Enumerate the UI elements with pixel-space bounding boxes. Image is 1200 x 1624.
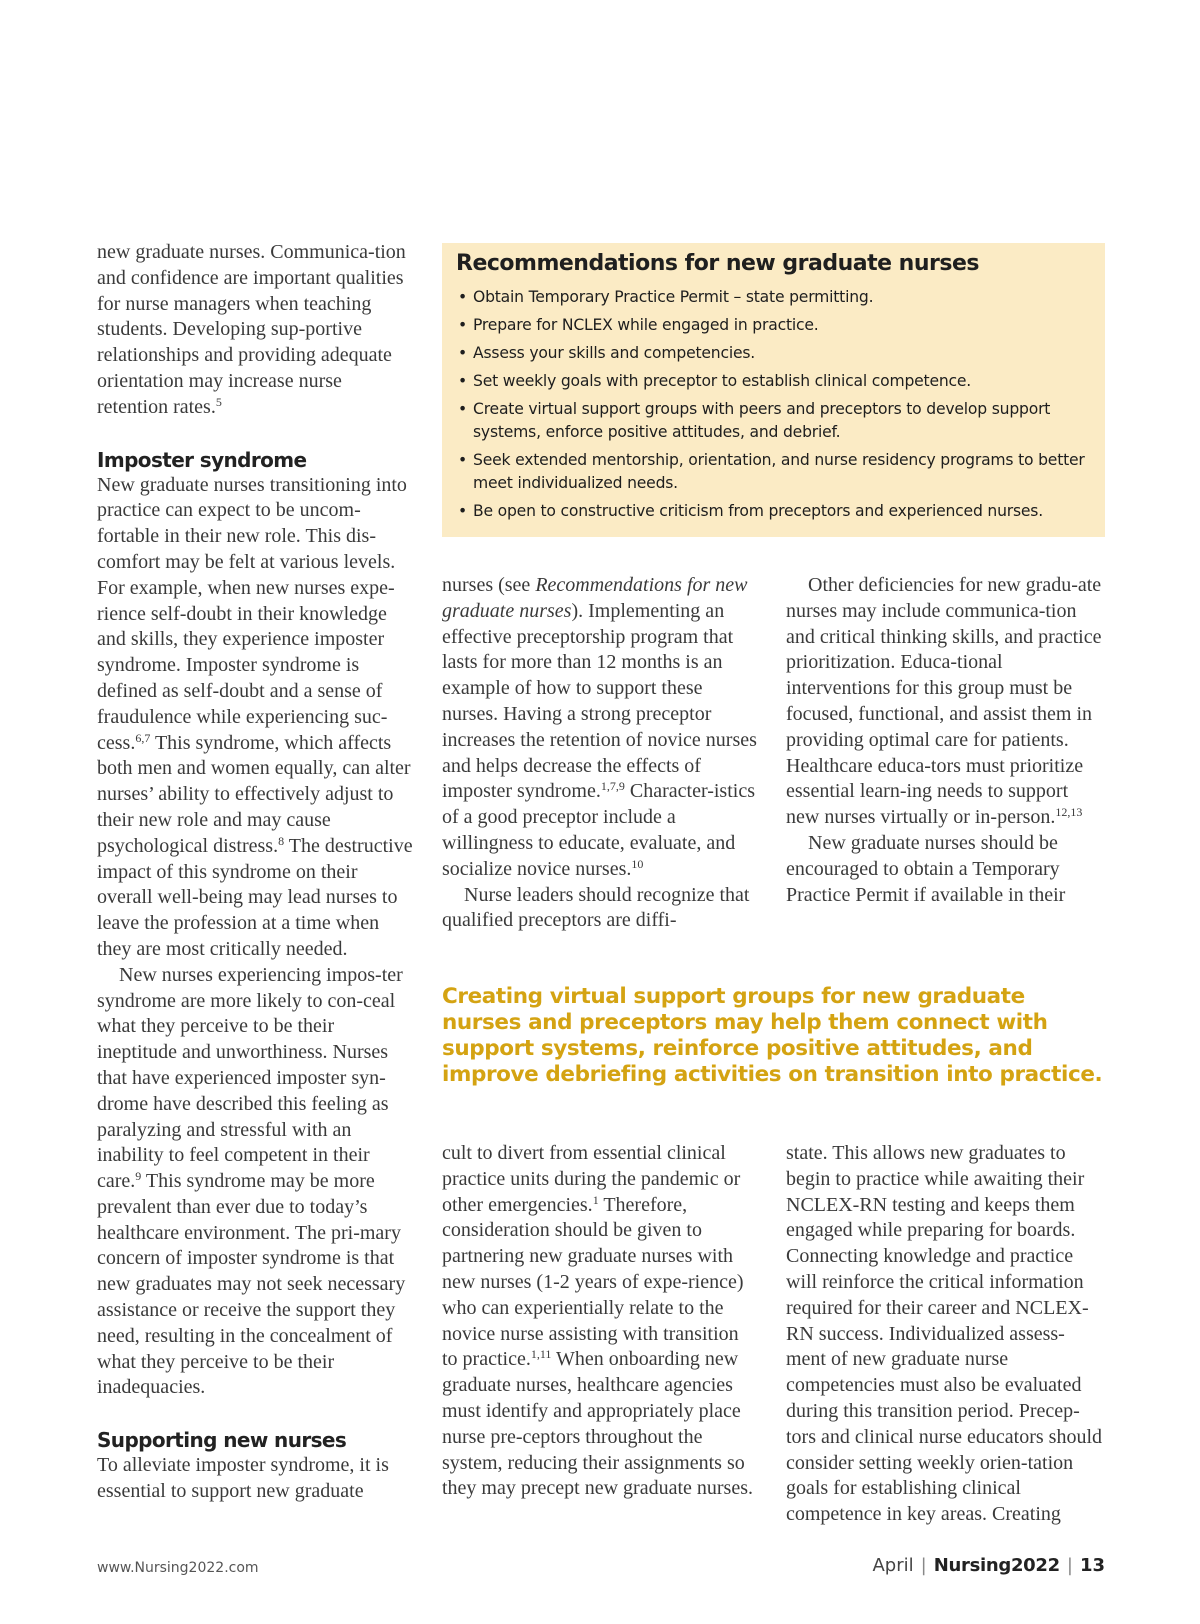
recommendation-item: • Obtain Temporary Practice Permit – state permitting. bbox=[456, 286, 1091, 309]
pull-quote: Creating virtual support groups for new graduate nurses and preceptors may help them connect with support systems, reinforce positive attitudes, and improve debriefing activities on transition into practice. bbox=[442, 984, 1103, 1087]
footer-website: www.Nursing2022.com bbox=[97, 1560, 259, 1576]
recommendation-item: • Assess your skills and competencies. bbox=[456, 342, 1091, 365]
reference-marker: 1,11 bbox=[530, 1347, 552, 1362]
left-paragraph-1: new graduate nurses. Communica-tion and confidence are important qualities for nurse managers when teaching students. Developing sup-portive relationships and providing adequate orientation may increase nurse retention rates.$^5$ bbox=[97, 241, 406, 418]
middle-top-paragraph-2: Nurse leaders should recognize that qualified preceptors are diffi- bbox=[442, 883, 750, 932]
middle-bottom-paragraph-1: cult to divert from essential clinical practice units during the pandemic or other emergencies.$^1$ Therefore, consideration should be given to partnering new graduate nurses with new nurses (1-2 years of expe-rience) who can experientially relate to the novice nurse assisting with transition to practice.$^{1,11}$ When onboarding new graduate nurses, healthcare agencies must identify and appropriately place nurse pre-ceptors throughout the system, reducing their assignments so they may precept new graduate nurses. bbox=[442, 1142, 753, 1500]
recommendations-list bbox=[456, 286, 1091, 523]
reference-marker: 1 bbox=[592, 1192, 599, 1207]
reference-marker: 12,13 bbox=[1055, 805, 1083, 820]
reference-marker: 9 bbox=[135, 1169, 142, 1184]
recommendation-item: • Create virtual support groups with peers and preceptors to develop support systems, enforce positive attitudes, and debrief. bbox=[456, 398, 1091, 444]
footer-month: April bbox=[872, 1555, 914, 1576]
box-reference-title: Recommendations for new graduate nurses bbox=[442, 574, 748, 622]
reference-marker: 1,7,9 bbox=[600, 779, 625, 794]
recommendation-item: • Prepare for NCLEX while engaged in practice. bbox=[456, 314, 1091, 337]
middle-top-paragraph-1: nurses (see Recommendations for new graduate nurses). Implementing an effective preceptorship program that lasts for more than 12 months is an example of how to support these nurses. Having a strong preceptor increases the retention of novice nurses and helps decrease the effects of imposter syndrome.$^{1,7,9}$ Character-istics of a good preceptor include a willingness to educate, evaluate, and socialize novice nurses.$^{10}$ bbox=[442, 574, 757, 880]
reference-marker: 6,7 bbox=[135, 730, 151, 745]
middle-column-top bbox=[442, 573, 758, 934]
footer-journal-name: Nursing2022 bbox=[933, 1555, 1060, 1576]
right-bottom-paragraph-1: state. This allows new graduates to begin to practice while awaiting their NCLEX-RN testing and keeps them engaged while preparing for boards. Connecting knowledge and practice will reinforce the critical information required for their career and NCLEX-RN success. Individualized assess-ment of new graduate nurse competencies must also be evaluated during this transition period. Precep-tors and clinical nurse educators should consider setting weekly orien-tation goals for establishing clinical competence in key areas. Creating bbox=[786, 1142, 1103, 1526]
footer-separator: | bbox=[920, 1555, 927, 1576]
reference-marker: 8 bbox=[278, 833, 285, 848]
recommendations-title: Recommendations for new graduate nurses bbox=[456, 251, 979, 276]
recommendation-item: • Be open to constructive criticism from preceptors and experienced nurses. bbox=[456, 500, 1091, 523]
footer-page-info bbox=[872, 1555, 1105, 1576]
left-paragraph-4: To alleviate imposter syndrome, it is essential to support new graduate bbox=[97, 1454, 389, 1503]
reference-marker: 10 bbox=[631, 856, 644, 871]
recommendation-item: • Set weekly goals with preceptor to establish clinical competence. bbox=[456, 370, 1091, 393]
middle-column-bottom bbox=[442, 1141, 758, 1502]
recommendation-item: • Seek extended mentorship, orientation, and nurse residency programs to better meet individualized needs. bbox=[456, 449, 1091, 495]
footer-separator: | bbox=[1066, 1555, 1073, 1576]
right-top-paragraph-2: New graduate nurses should be encouraged to obtain a Temporary Practice Permit if available in their bbox=[786, 831, 1066, 906]
right-column-bottom bbox=[786, 1141, 1104, 1528]
page-number: 13 bbox=[1079, 1555, 1105, 1576]
left-column bbox=[97, 240, 413, 1505]
left-paragraph-3: New nurses experiencing impos-ter syndrome are more likely to con-ceal what they perceive to be their ineptitude and unworthiness. Nurses that have experienced imposter syn-drome have described this feeling as paralyzing and stressful with an inability to feel competent in their care.$^9$ This syndrome may be more prevalent than ever due to today’s healthcare environment. The pri-mary concern of imposter syndrome is that new graduates may not seek necessary assistance or receive the support they need, resulting in the concealment of what they perceive to be their inadequacies. bbox=[97, 963, 406, 1399]
reference-marker: 5 bbox=[215, 394, 222, 409]
recommendations-box bbox=[442, 243, 1105, 537]
heading-supporting-new-nurses: Supporting new nurses bbox=[97, 1428, 347, 1453]
heading-imposter-syndrome: Imposter syndrome bbox=[97, 447, 307, 472]
left-paragraph-2: New graduate nurses transitioning into practice can expect to be uncom-fortable in their new role. This dis-comfort may be felt at various levels. For example, when new nurses expe-rience self-doubt in their knowledge and skills, they experience imposter syndrome. Imposter syndrome is defined as self-doubt and a sense of fraudulence while experiencing suc-cess.$^{6,7}$ This syndrome, which affects both men and women equally, can alter nurses’ ability to effectively adjust to their new role and may cause psychological distress.$^8$ The destructive impact of this syndrome on their overall well-being may lead nurses to leave the profession at a time when they are most critically needed. bbox=[97, 473, 413, 960]
right-top-paragraph-1: Other deficiencies for new gradu-ate nurses may include communica-tion and critical thinking skills, and practice prioritization. Educa-tional interventions for this group must be focused, functional, and assist them in providing optimal care for patients. Healthcare educa-tors must prioritize essential learn-ing needs to support new nurses virtually or in-person.$^{12,13}$ bbox=[786, 574, 1102, 829]
right-column-top bbox=[786, 573, 1104, 908]
